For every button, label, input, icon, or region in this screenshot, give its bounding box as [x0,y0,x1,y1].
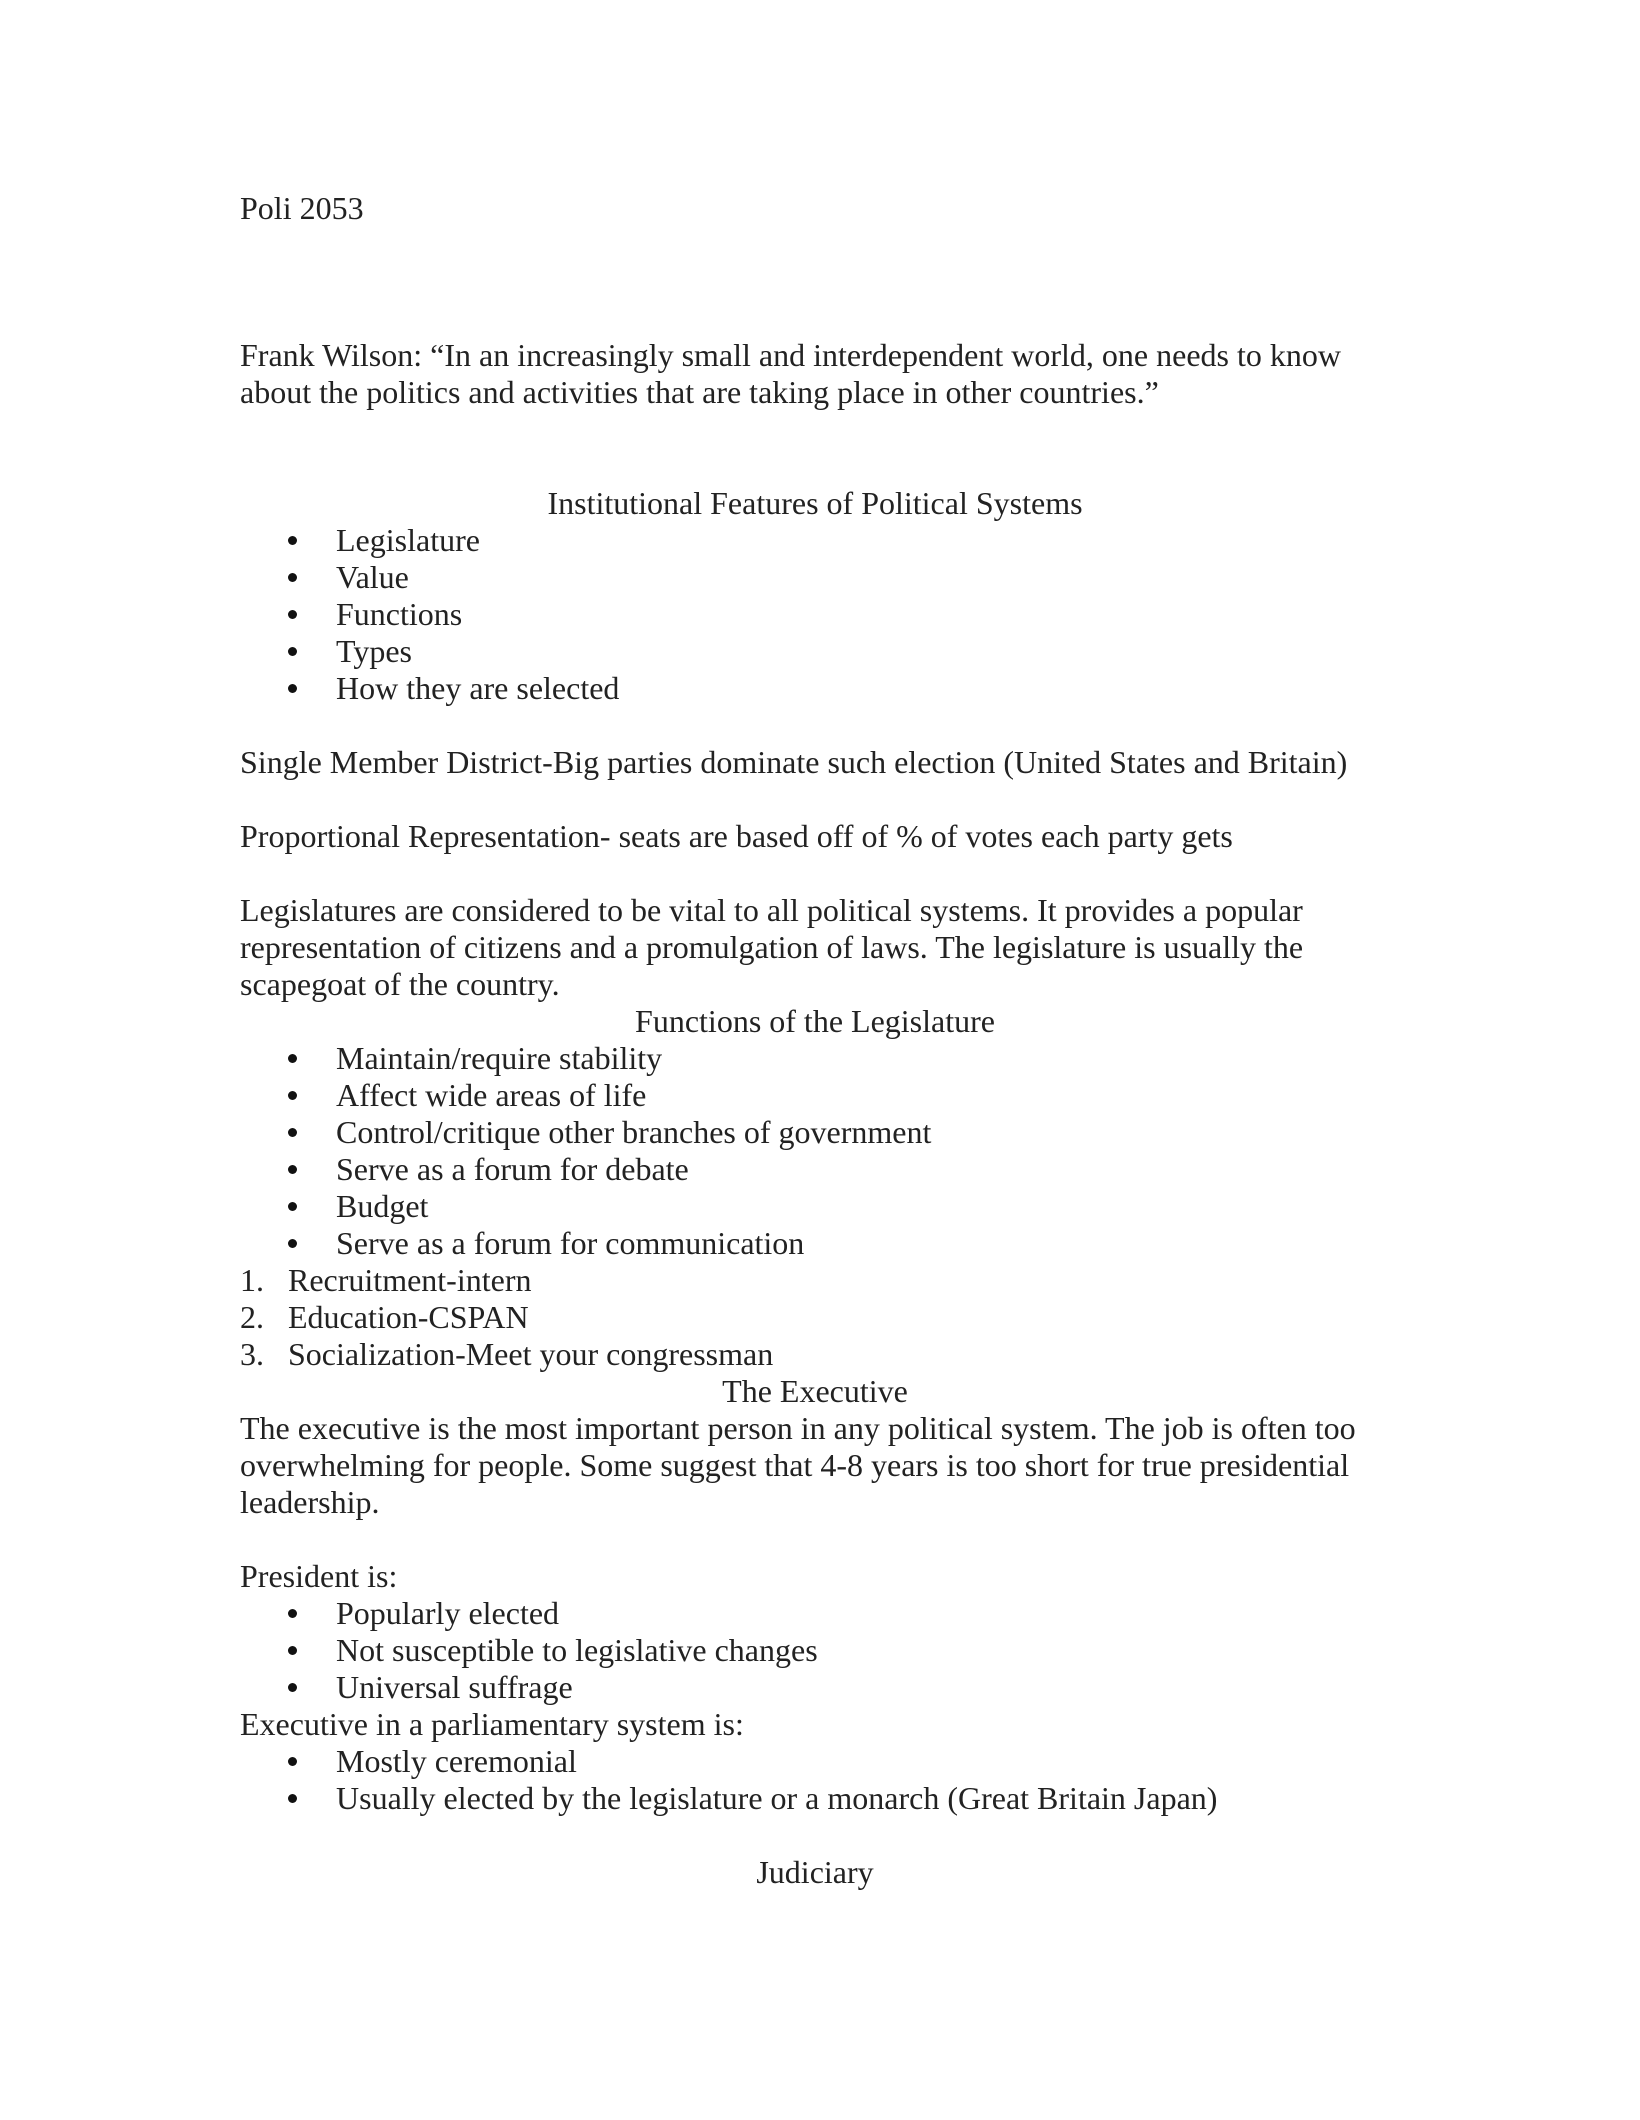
list-item [240,596,1390,633]
list-number: 2. [240,1299,264,1335]
spacer [240,781,1390,818]
president-label: President is: [240,1558,398,1594]
proportional-paragraph: Proportional Representation- seats are based off of % of votes each party gets [240,818,1233,854]
parliamentary-list [240,1743,1390,1817]
list-item [240,1780,1390,1817]
list-number: 1. [240,1262,264,1298]
list-item-text: Universal suffrage [336,1669,573,1705]
list-item [240,522,1390,559]
bullet-icon [288,610,297,619]
list-item-text: Maintain/require stability [336,1040,663,1076]
spacer [240,1521,1390,1558]
document-page [240,190,1390,1891]
bullet-icon [288,1239,297,1248]
bullet-icon [288,1683,297,1692]
list-item-text: Recruitment-intern [288,1262,532,1298]
list-item [240,1151,1390,1188]
bullet-icon [288,573,297,582]
list-item [240,1595,1390,1632]
quote-paragraph: Frank Wilson: “In an increasingly small and interdependent world, one needs to know about the politics and activities that are taking place in other countries.” [240,337,1341,410]
list-item [240,559,1390,596]
course-title: Poli 2053 [240,190,364,226]
single-member-paragraph: Single Member District-Big parties dominate such election (United States and Britain) [240,744,1348,780]
heading-institutional: Institutional Features of Political Systems [547,485,1083,521]
bullet-icon [288,1054,297,1063]
list-item [240,670,1390,707]
bullet-icon [288,1202,297,1211]
list-item [240,1262,1390,1299]
bullet-icon [288,1128,297,1137]
bullet-icon [288,1091,297,1100]
bullet-icon [288,1609,297,1618]
institutional-list [240,522,1390,707]
list-item [240,1114,1390,1151]
list-item-text: Legislature [336,522,480,558]
president-list [240,1595,1390,1706]
list-item [240,1040,1390,1077]
bullet-icon [288,1794,297,1803]
bullet-icon [288,1165,297,1174]
functions-list [240,1040,1390,1262]
list-item-text: Mostly ceremonial [336,1743,577,1779]
list-item [240,1225,1390,1262]
bullet-icon [288,1757,297,1766]
bullet-icon [288,684,297,693]
legislature-paragraph: Legislatures are considered to be vital to all political systems. It provides a popular representation of citizens and a promulgation of laws. The legislature is usually the scapegoat of the country. [240,892,1304,1002]
spacer [240,227,1390,337]
heading-judiciary: Judiciary [756,1854,874,1890]
spacer [240,411,1390,485]
spacer [240,707,1390,744]
list-item-text: Types [336,633,412,669]
spacer [240,1817,1390,1854]
list-item-text: Not susceptible to legislative changes [336,1632,818,1668]
heading-executive: The Executive [722,1373,908,1409]
list-item [240,1188,1390,1225]
list-item-text: Usually elected by the legislature or a monarch (Great Britain Japan) [336,1780,1218,1816]
heading-functions: Functions of the Legislature [635,1003,995,1039]
list-item [240,1077,1390,1114]
list-item [240,633,1390,670]
list-item-text: Socialization-Meet your congressman [288,1336,774,1372]
executive-paragraph: The executive is the most important person in any political system. The job is often too overwhelming for people. Some suggest that 4-8 years is too short for true presidential leadership. [240,1410,1356,1520]
list-item [240,1336,1390,1373]
bullet-icon [288,647,297,656]
list-item [240,1743,1390,1780]
list-item-text: Serve as a forum for debate [336,1151,689,1187]
list-item-text: Serve as a forum for communication [336,1225,805,1261]
list-item-text: Popularly elected [336,1595,560,1631]
list-item [240,1299,1390,1336]
list-item-text: Affect wide areas of life [336,1077,647,1113]
bullet-icon [288,1646,297,1655]
list-item-text: How they are selected [336,670,620,706]
spacer [240,855,1390,892]
list-item-text: Budget [336,1188,429,1224]
bullet-icon [288,536,297,545]
list-item-text: Control/critique other branches of government [336,1114,932,1150]
list-number: 3. [240,1336,264,1372]
list-item [240,1669,1390,1706]
list-item [240,1632,1390,1669]
communication-numbered-list [240,1262,1390,1373]
list-item-text: Education-CSPAN [288,1299,529,1335]
list-item-text: Functions [336,596,463,632]
parliamentary-label: Executive in a parliamentary system is: [240,1706,744,1742]
list-item-text: Value [336,559,409,595]
